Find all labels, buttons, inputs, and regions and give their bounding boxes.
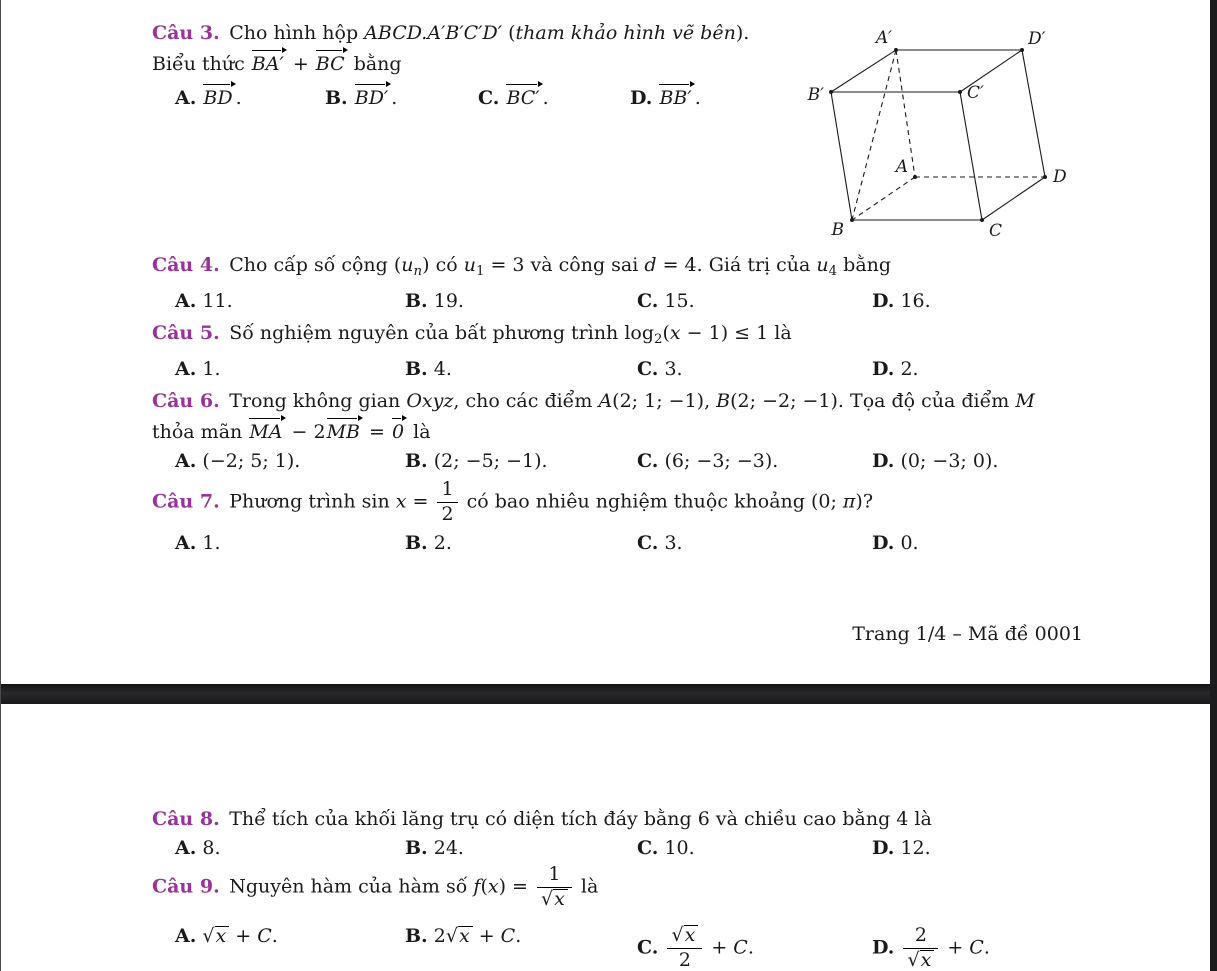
answer-row <box>152 532 1102 562</box>
vertex-label-c: C <box>989 221 1003 241</box>
answer-letter: A. <box>175 924 197 947</box>
answer-letter: B. <box>405 924 428 947</box>
question-text-line: Câu 4. Cho cấp số cộng $(u_n)$ có $u_1 = 3$ và công sai d = 4. Giá trị của $u_4$ bằng <box>152 254 892 279</box>
vertex-label-a: A <box>895 157 908 177</box>
answer-letter: C. <box>637 450 659 472</box>
answer-row <box>152 82 812 112</box>
viewer-background-edge <box>1210 0 1217 971</box>
answer-letter: C. <box>637 837 659 859</box>
answer-option-c: C. 10. <box>637 837 695 859</box>
question-number: Câu 6. <box>152 390 220 412</box>
vertex-label-c-prime: C′ <box>967 83 984 103</box>
vertex-label-d: D <box>1053 167 1067 187</box>
answer-option-b: B. 4. <box>405 357 452 380</box>
question-8 <box>152 804 1102 867</box>
answer-option-c: C. $\frac{√x}{2}$ + C. <box>637 923 754 971</box>
question-number: Câu 4. <box>152 254 220 276</box>
question-number: Câu 3. <box>152 22 220 44</box>
answer-option-a: A. BD . <box>175 82 242 109</box>
answer-letter: B. <box>405 531 428 554</box>
answer-letter: A. <box>175 289 197 312</box>
question-number: Câu 5. <box>152 322 220 344</box>
vertex-label-a-prime: A′ <box>875 28 892 48</box>
question-text-line: thỏa mãn MA − 2MB = 0 là <box>152 416 1112 447</box>
page-separator <box>0 684 1217 704</box>
answer-letter: C. <box>637 531 659 554</box>
answer-option-d: D. 16. <box>872 289 931 312</box>
question-text-line: Câu 5. Số nghiệm nguyên của bất phương trình $\log_2(x - 1) \le 1$ là <box>152 322 792 347</box>
question-text-line: Câu 7. Phương trình sin x = $\frac{1}{2}$ có bao nhiêu nghiệm thuộc khoảng (0; π)? <box>152 478 874 525</box>
answer-letter: A. <box>175 87 197 109</box>
answer-letter: D. <box>872 531 895 554</box>
question-7 <box>152 479 1102 562</box>
answer-letter: D. <box>630 87 653 109</box>
answer-option-b: B. 2√x + C. <box>405 924 522 947</box>
answer-letter: D. <box>872 450 895 472</box>
answer-option-d: D. (0; −3; 0). <box>872 450 999 472</box>
question-number: Câu 9. <box>152 875 220 898</box>
figure-edge <box>831 92 852 220</box>
question-number: Câu 8. <box>152 808 220 830</box>
question-9 <box>152 864 1102 971</box>
answer-letter: B. <box>405 450 428 472</box>
answer-option-a: A. (−2; 5; 1). <box>175 450 301 472</box>
figure-edge <box>982 177 1045 220</box>
question-text-line: Câu 9. Nguyên hàm của hàm số f(x) = $\frac{1}{√x}$ là <box>152 863 599 910</box>
answer-option-b: B. 2. <box>405 531 452 554</box>
answer-option-a: A. 1. <box>175 357 221 380</box>
answer-option-b: B. 24. <box>405 837 464 859</box>
answer-option-a: A. 11. <box>175 289 233 312</box>
answer-letter: D. <box>872 357 895 380</box>
answer-row <box>152 837 1102 867</box>
figure-vertex-dot <box>1020 48 1024 52</box>
answer-option-b: B. BD′ . <box>325 82 397 109</box>
figure-vertex-dot <box>913 175 917 179</box>
answer-letter: A. <box>175 450 197 472</box>
answer-letter: B. <box>405 357 428 380</box>
exam-page-2 <box>0 704 1217 971</box>
figure-vertex-dot <box>850 218 854 222</box>
answer-option-a: A. √x + C. <box>175 924 278 947</box>
figure-edge <box>1022 50 1045 177</box>
answer-option-d: D. 0. <box>872 531 919 554</box>
answer-letter: C. <box>637 936 659 959</box>
vertex-label-b: B <box>831 220 844 240</box>
answer-option-c: C. 15. <box>637 289 695 312</box>
answer-letter: D. <box>872 289 895 312</box>
question-number: Câu 7. <box>152 490 220 513</box>
answer-row <box>152 290 1102 320</box>
question-text-line: Câu 3. Cho hình hộp ABCD.A′B′C′D′ (tham khảo hình vẽ bên). <box>152 22 750 44</box>
answer-letter: C. <box>478 87 500 109</box>
figure-vertex-dot <box>894 48 898 52</box>
answer-letter: B. <box>325 87 348 109</box>
answer-option-c: C. 3. <box>637 357 683 380</box>
parallelepiped-figure <box>792 22 1082 244</box>
viewer-left-edge <box>0 0 1 971</box>
question-4 <box>152 250 1102 320</box>
figure-edge <box>960 92 982 220</box>
answer-option-d: D. 12. <box>872 837 931 859</box>
answer-row <box>152 358 1102 388</box>
answer-row <box>152 450 1112 480</box>
answer-option-a: A. 1. <box>175 531 221 554</box>
answer-letter: C. <box>637 289 659 312</box>
figure-vertex-dot <box>958 90 962 94</box>
vertex-label-d-prime: D′ <box>1028 29 1046 49</box>
answer-letter: A. <box>175 837 197 859</box>
answer-option-a: A. 8. <box>175 837 221 859</box>
answer-option-c: C. (6; −3; −3). <box>637 450 779 472</box>
question-text-line: Câu 8. Thể tích của khối lăng trụ có diện tích đáy bằng 6 và chiều cao bằng 4 là <box>152 808 932 830</box>
vertex-label-b-prime: B′ <box>807 85 824 105</box>
box-figure <box>792 22 1082 244</box>
question-5 <box>152 318 1102 388</box>
answer-option-d: D. 2. <box>872 357 919 380</box>
answer-option-d: D. BB′ . <box>630 82 701 109</box>
answer-row <box>152 925 1102 971</box>
answer-option-b: B. 19. <box>405 289 464 312</box>
figure-vertex-dot <box>829 90 833 94</box>
answer-letter: B. <box>405 837 428 859</box>
answer-letter: D. <box>872 936 895 959</box>
answer-letter: B. <box>405 289 428 312</box>
answer-option-c: C. 3. <box>637 531 683 554</box>
question-3 <box>152 18 812 112</box>
answer-option-b: B. (2; −5; −1). <box>405 450 548 472</box>
answer-option-d: D. $\frac{2}{√x}$ + C. <box>872 923 990 971</box>
answer-letter: D. <box>872 837 895 859</box>
question-6 <box>152 386 1112 480</box>
figure-vertex-dot <box>1043 175 1047 179</box>
question-text-line: Câu 6. Trong không gian Oxyz, cho các điểm A(2; 1; −1), B(2; −2; −1). Tọa độ của điểm M <box>152 390 1035 412</box>
answer-option-c: C. BC′ . <box>478 82 549 109</box>
answer-letter: A. <box>175 357 197 380</box>
answer-letter: A. <box>175 531 197 554</box>
figure-vertex-dot <box>980 218 984 222</box>
page-footer: Trang 1/4 – Mã đề 0001 <box>852 623 1083 645</box>
question-text-line: Biểu thức BA′ + BC bằng <box>152 48 812 79</box>
answer-letter: C. <box>637 357 659 380</box>
